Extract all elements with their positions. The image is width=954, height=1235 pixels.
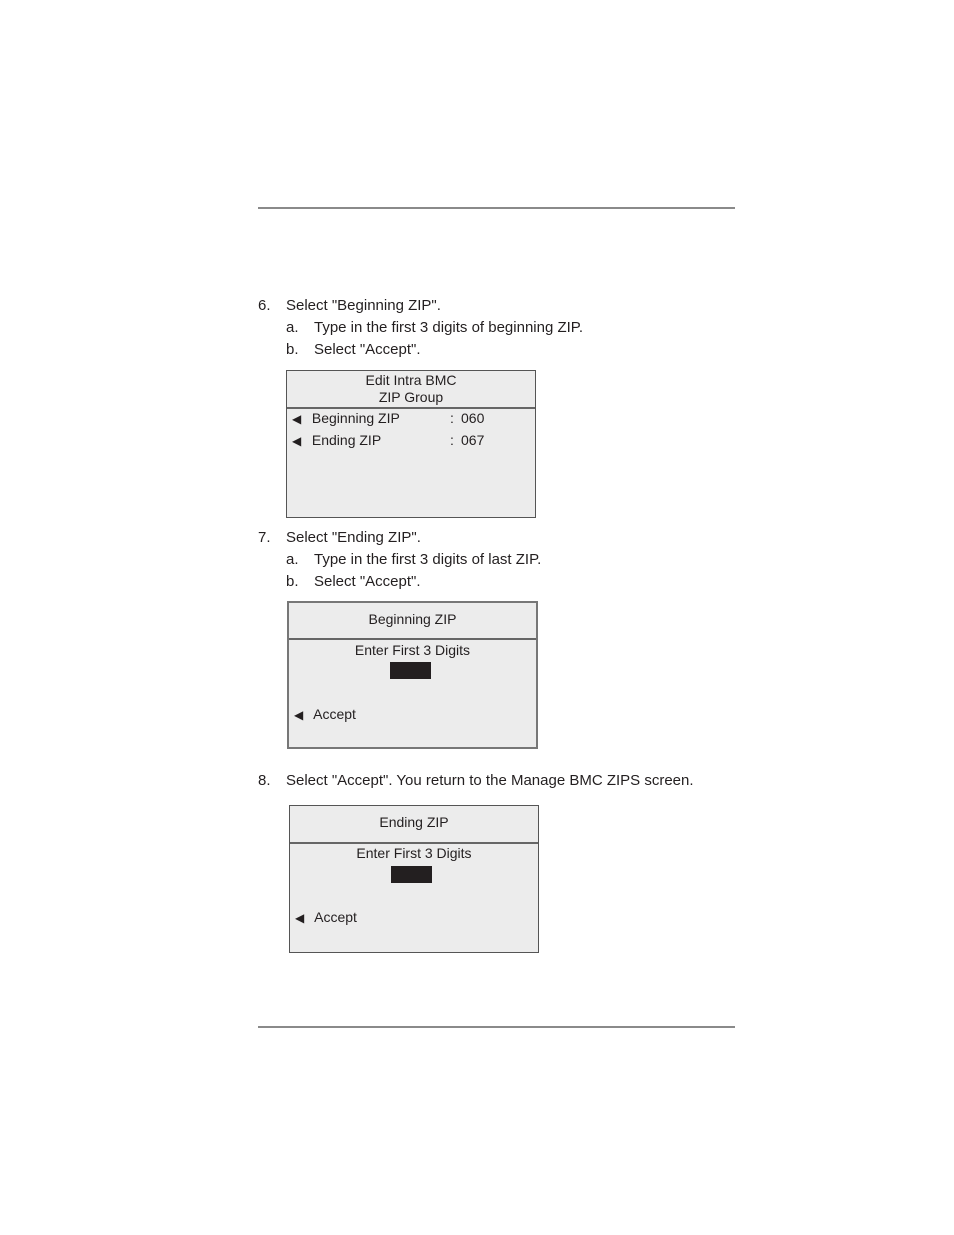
option-label: Beginning ZIP — [311, 410, 400, 426]
accept-label: Accept — [313, 706, 356, 722]
step-number: 6. — [258, 297, 271, 314]
prompt-text: Enter First 3 Digits — [356, 845, 472, 861]
beginning-zip-option[interactable] — [292, 410, 527, 430]
screen-title: Beginning ZIP — [368, 611, 457, 627]
substep-label: b. — [286, 341, 299, 358]
substep-text: Select "Accept". — [314, 573, 421, 590]
left-triangle-arrow-icon: ◀ — [292, 434, 302, 448]
left-triangle-arrow-icon: ◀ — [294, 708, 304, 722]
screen-header — [289, 603, 536, 640]
top-rule — [258, 207, 735, 209]
digit-entry-field[interactable] — [391, 866, 432, 883]
substep-text: Select "Accept". — [314, 341, 421, 358]
beginning-zip-screen — [287, 601, 538, 749]
step-text: Select "Accept". You return to the Manage BMC ZIPS screen. — [286, 772, 694, 789]
option-value: 060 — [461, 410, 485, 426]
left-triangle-arrow-icon: ◀ — [295, 911, 305, 925]
screen-header — [290, 806, 538, 844]
screen-header — [287, 371, 535, 409]
screen-title-line1: Edit Intra BMC — [365, 372, 457, 388]
step-text: Select "Ending ZIP". — [286, 529, 421, 546]
option-value: 067 — [461, 432, 485, 448]
bottom-rule — [258, 1026, 735, 1028]
step-text: Select "Beginning ZIP". — [286, 297, 441, 314]
substep-label: a. — [286, 551, 299, 568]
substep-label: b. — [286, 573, 299, 590]
option-label: Ending ZIP — [311, 432, 382, 448]
substep-text: Type in the first 3 digits of last ZIP. — [314, 551, 542, 568]
left-triangle-arrow-icon: ◀ — [292, 412, 302, 426]
digit-entry-field[interactable] — [390, 662, 431, 679]
accept-label: Accept — [314, 909, 357, 925]
substep-label: a. — [286, 319, 299, 336]
edit-zip-group-screen — [286, 370, 536, 518]
step-number: 8. — [258, 772, 271, 789]
prompt-text: Enter First 3 Digits — [354, 642, 471, 658]
option-separator: : — [450, 410, 454, 426]
accept-option[interactable] — [295, 909, 415, 925]
screen-title-line2: ZIP Group — [378, 389, 444, 405]
ending-zip-option[interactable] — [292, 432, 527, 452]
step-number: 7. — [258, 529, 271, 546]
ending-zip-screen — [289, 805, 539, 953]
accept-option[interactable] — [294, 706, 414, 722]
option-separator: : — [450, 432, 454, 448]
screen-title: Ending ZIP — [379, 814, 449, 830]
substep-text: Type in the first 3 digits of beginning ZIP. — [314, 319, 584, 336]
